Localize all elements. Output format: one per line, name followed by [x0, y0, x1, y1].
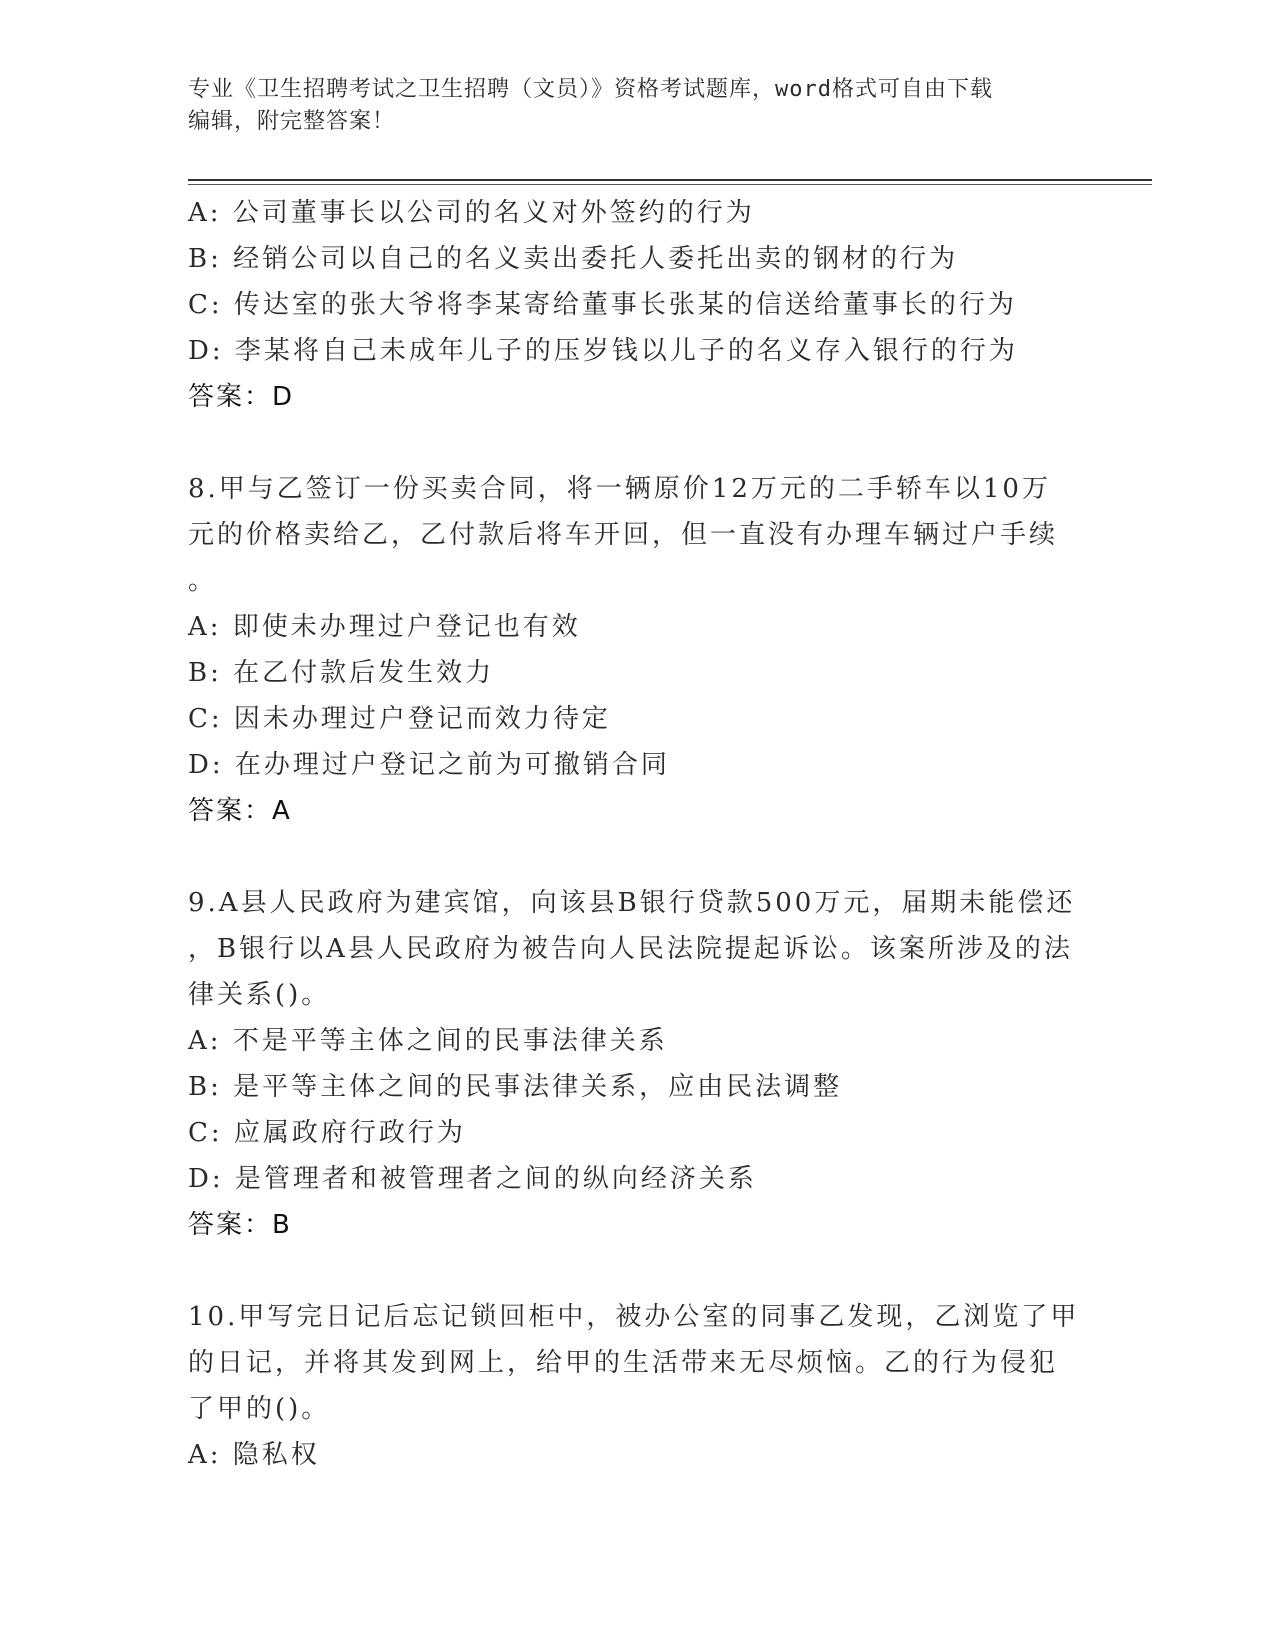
- q7-option-a: A: 公司董事长以公司的名义对外签约的行为: [188, 198, 755, 228]
- q8-option-c: C: 因未办理过户登记而效力待定: [188, 704, 611, 734]
- q9-stem-line-1: 9.A县人民政府为建宾馆，向该县B银行贷款500万元，届期未能偿还: [188, 888, 1076, 918]
- question-7: [188, 190, 1088, 420]
- q9-option-d: D: 是管理者和被管理者之间的纵向经济关系: [188, 1164, 757, 1194]
- question-9: [188, 880, 1088, 1248]
- header-divider-thin: [188, 184, 1152, 185]
- header-line-2: 编辑，附完整答案！: [188, 109, 396, 134]
- q8-option-b: B: 在乙付款后发生效力: [188, 658, 495, 688]
- header-line-1: 专业《卫生招聘考试之卫生招聘（文员）》资格考试题库，word格式可自由下载: [188, 77, 993, 102]
- document-header: [188, 74, 1088, 138]
- q7-answer: 答案：D: [188, 382, 295, 412]
- q9-option-a: A: 不是平等主体之间的民事法律关系: [188, 1026, 668, 1056]
- q10-option-a: A: 隐私权: [188, 1440, 320, 1470]
- q8-answer: 答案：A: [188, 796, 292, 826]
- q8-stem-line-1: 8.甲与乙签订一份买卖合同，将一辆原价12万元的二手轿车以10万: [188, 474, 1051, 504]
- question-8: [188, 466, 1088, 834]
- q9-stem-line-3: 律关系()。: [188, 980, 331, 1010]
- spacer: [188, 834, 1088, 880]
- q7-option-b: B: 经销公司以自己的名义卖出委托人委托出卖的钢材的行为: [188, 244, 959, 274]
- question-content: [188, 190, 1088, 1478]
- q8-stem-line-3: 。: [188, 566, 218, 596]
- q8-option-d: D: 在办理过户登记之前为可撤销合同: [188, 750, 670, 780]
- q8-option-a: A: 即使未办理过户登记也有效: [188, 612, 581, 642]
- q8-stem-line-2: 元的价格卖给乙，乙付款后将车开回，但一直没有办理车辆过户手续: [188, 520, 1059, 550]
- q7-option-c: C: 传达室的张大爷将李某寄给董事长张某的信送给董事长的行为: [188, 290, 1017, 320]
- q9-answer: 答案：B: [188, 1210, 292, 1240]
- q9-stem-line-2: ，B银行以A县人民政府为被告向人民法院提起诉讼。该案所涉及的法: [188, 934, 1073, 964]
- spacer: [188, 1248, 1088, 1294]
- q10-stem-line-2: 的日记，并将其发到网上，给甲的生活带来无尽烦恼。乙的行为侵犯: [188, 1348, 1059, 1378]
- question-10: [188, 1294, 1088, 1478]
- q7-option-d: D: 李某将自己未成年儿子的压岁钱以儿子的名义存入银行的行为: [188, 336, 1018, 366]
- q9-option-c: C: 应属政府行政行为: [188, 1118, 466, 1148]
- q9-option-b: B: 是平等主体之间的民事法律关系，应由民法调整: [188, 1072, 843, 1102]
- header-divider-thick: [188, 179, 1152, 181]
- q10-stem-line-1: 10.甲写完日记后忘记锁回柜中，被办公室的同事乙发现，乙浏览了甲: [188, 1302, 1080, 1332]
- spacer: [188, 420, 1088, 466]
- q10-stem-line-3: 了甲的()。: [188, 1394, 331, 1424]
